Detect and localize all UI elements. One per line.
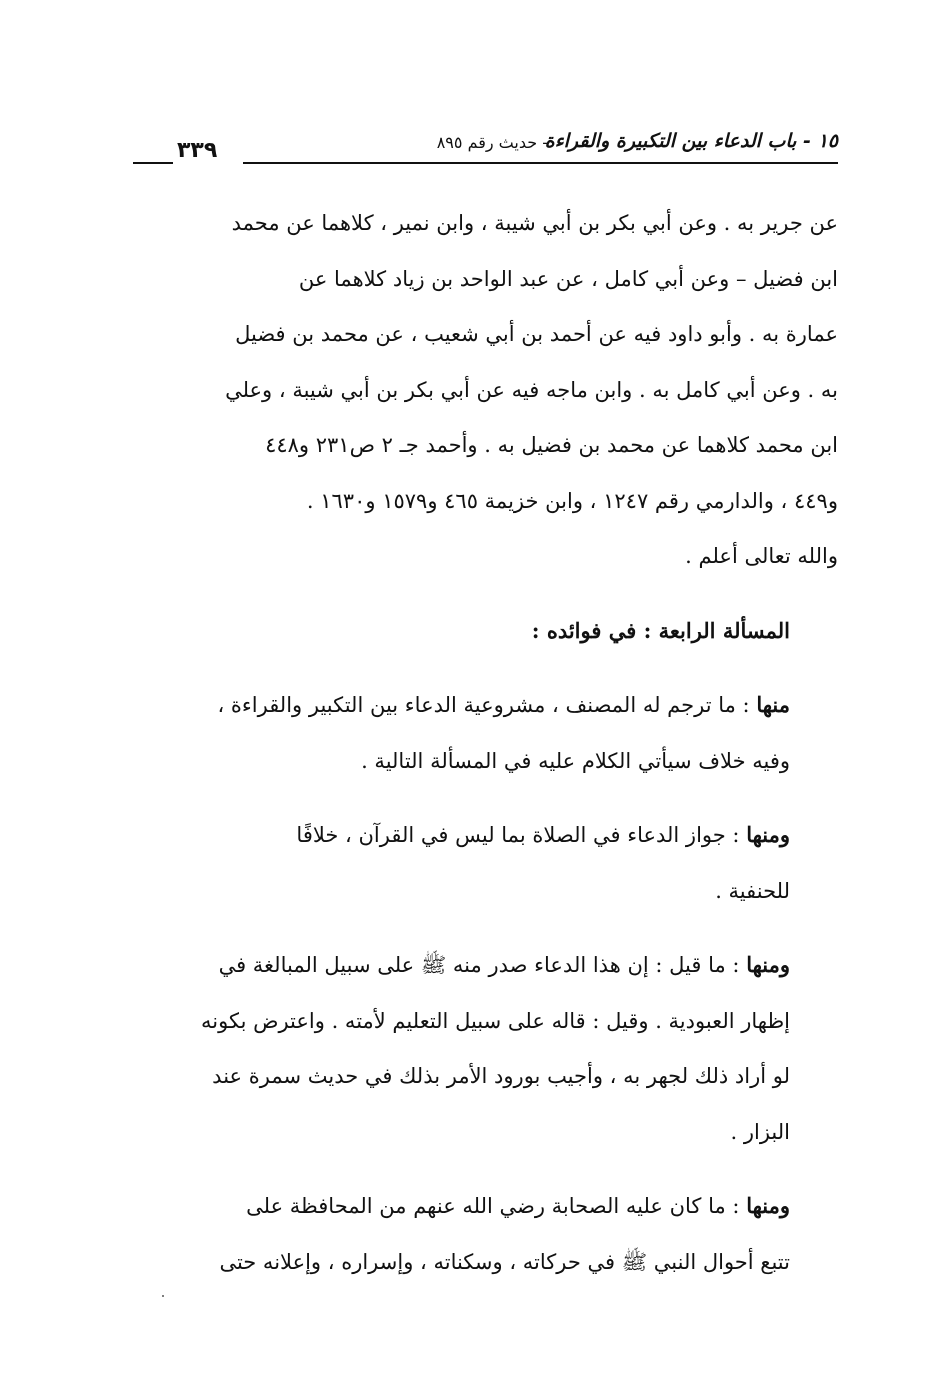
text-line: : جواز الدعاء في الصلاة بما ليس في القرآن ، خلافًا [296,823,740,847]
text-line: عن جرير به . وعن أبي بكر بن أبي شيبة ، وابن نمير ، كلاهما عن محمد [231,211,838,235]
text-line: : ما كان عليه الصحابة رضي الله عنهم من المحافظة على [246,1194,740,1218]
text-line: للحنفية . [715,878,790,903]
text-line: ابن محمد كلاهما عن محمد بن فضيل به . وأحمد جـ ٢ ص٢٣١ و٤٤٨ [265,433,838,457]
chapter-title: ١٥ - باب الدعاء بين التكبيرة والقراءة [544,130,838,152]
paragraph-benefit-3 [133,937,838,1160]
text-line: تتبع أحوال النبي ﷺ في حركاته ، وسكناته ، وإسراره ، وإعلانه حتى [219,1249,790,1274]
text-line: ابن فضيل – وعن أبي كامل ، عن عبد الواحد بن زياد كلاهما عن [298,266,838,291]
text-line: : ما ترجم له المصنف ، مشروعية الدعاء بين التكبير والقراءة ، [217,693,750,717]
paragraph-benefit-4 [133,1178,838,1290]
text-line: : ما قيل : إن هذا الدعاء صدر منه ﷺ على سبيل المبالغة في [218,953,740,977]
text-line: إظهار العبودية . وقيل : قاله على سبيل التعليم لأمته . واعترض بكونه [201,1008,790,1033]
paragraph-benefit-1 [133,677,838,789]
benefit-lead: ومنها [746,1193,790,1218]
paragraph-benefit-2 [133,807,838,919]
section-heading [133,603,838,660]
section-heading-text: المسألة الرابعة : في فوائده : [531,617,790,643]
running-header [133,124,838,168]
text-line: به . وعن أبي كامل به . وابن ماجه فيه عن أبي بكر بن أبي شيبة ، وعلي [225,377,838,402]
scan-speck [162,1295,164,1297]
text-line: لو أراد ذلك لجهر به ، وأجيب بورود الأمر بذلك في حديث سمرة عند [212,1064,790,1088]
text-line: وفيه خلاف سيأتي الكلام عليه في المسألة التالية . [361,748,790,773]
header-rule-short [133,162,173,164]
benefit-lead: ومنها [746,822,790,847]
text-line: و٤٤٩ ، والدارمي رقم ١٢٤٧ ، وابن خزيمة ٤٦٥ و١٥٧٩ و١٦٣٠ . [306,488,838,513]
text-line: عمارة به . وأبو داود فيه عن أحمد بن أبي شعيب ، عن محمد بن فضيل [235,322,838,346]
text-line: البزار . [730,1119,790,1144]
body-text [133,196,838,1290]
benefit-lead: ومنها [746,952,790,977]
page-number: ٣٣٩ [177,138,218,163]
benefit-lead: منها [756,692,790,717]
header-rule [243,162,838,164]
paragraph-references [133,196,838,585]
text-line: والله تعالى أعلم . [685,544,838,568]
hadith-number: - حديث رقم ٨٩٥ [436,133,548,152]
